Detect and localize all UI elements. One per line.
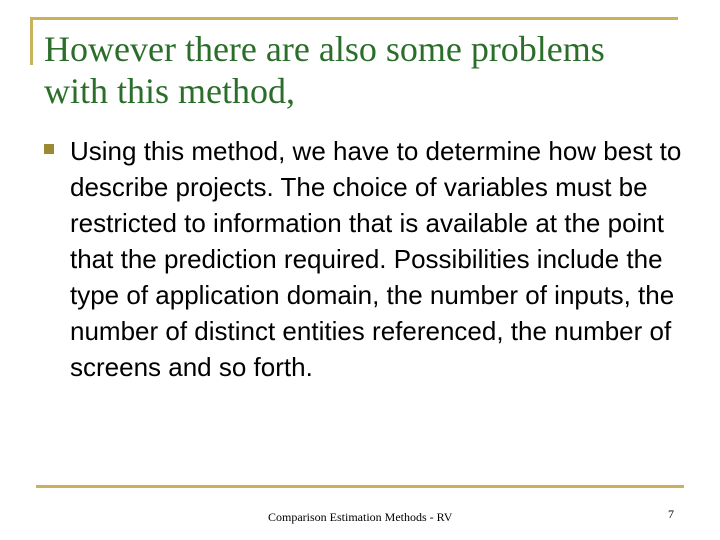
bullet-text: Using this method, we have to determine how best to describe projects. The choice of variables must be restricted to information that is available at the point that the prediction required. Possibilities include the type of application domain, the number of inputs, the number of distinct entities referenced, the number of screens and so forth.	[70, 136, 682, 382]
slide-title: However there are also some problems with this method,	[44, 29, 605, 111]
left-rule	[30, 17, 33, 65]
top-rule	[30, 17, 678, 20]
page-number: 7	[668, 507, 674, 521]
square-bullet-icon	[44, 144, 54, 154]
bottom-rule	[36, 485, 684, 488]
footer-text: Comparison Estimation Methods - RV	[268, 510, 453, 524]
